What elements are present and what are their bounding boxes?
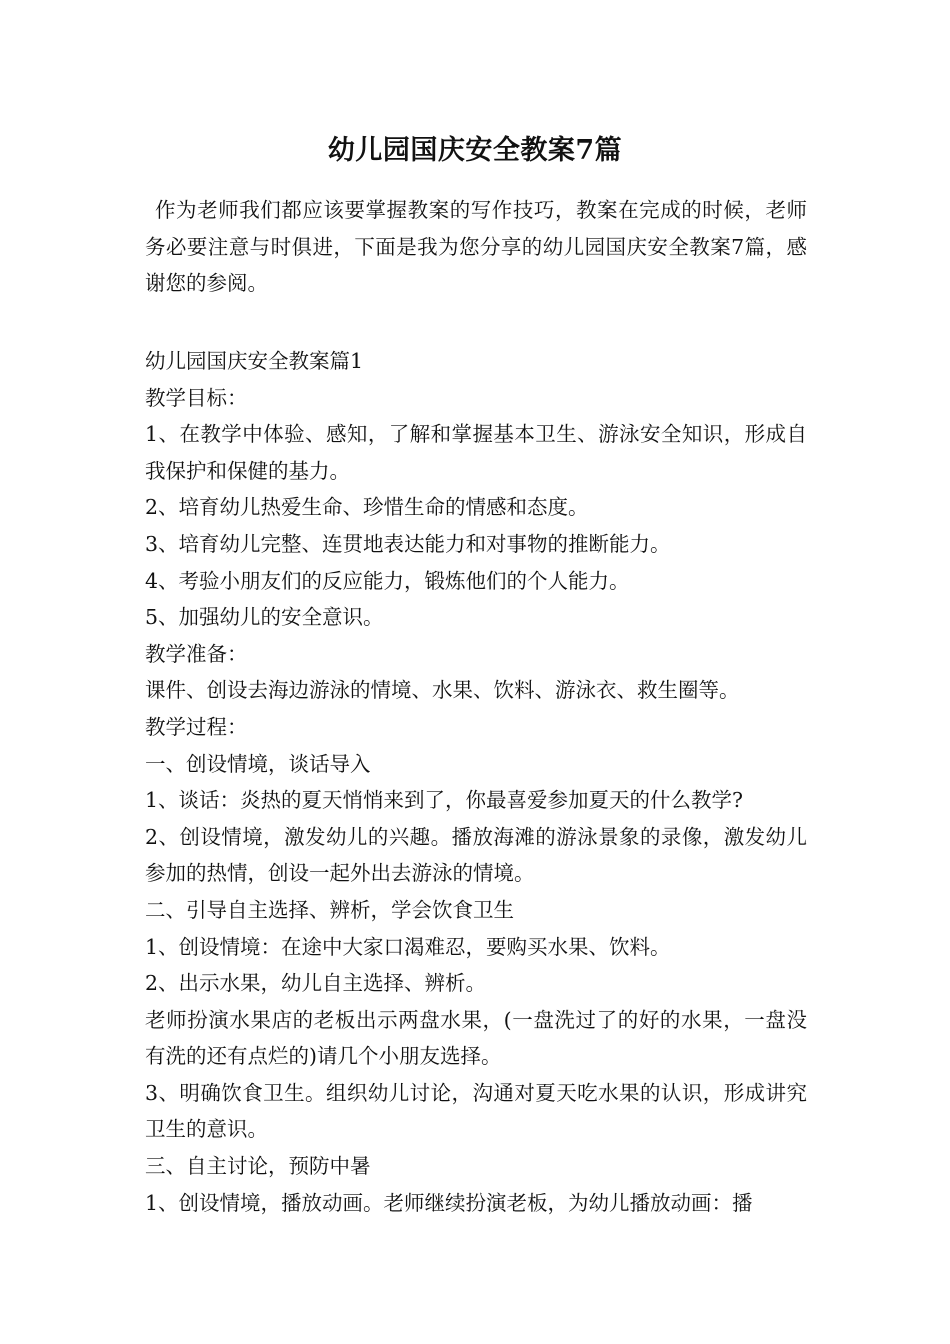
- text-line: 4、考验小朋友们的反应能力，锻炼他们的个人能力。: [145, 568, 630, 593]
- text-line: 课件、创设去海边游泳的情境、水果、饮料、游泳衣、救生圈等。: [145, 678, 740, 703]
- text-line: 一、创设情境，谈话导入: [145, 751, 371, 776]
- text-line: 教学目标：: [145, 385, 248, 410]
- text-line: 1、谈话：炎热的夏天悄悄来到了，你最喜爱参加夏天的什么教学?: [145, 788, 744, 813]
- text-line: 3、明确饮食卫生。组织幼儿讨论，沟通对夏天吃水果的认识，形成讲究卫生的意识。: [145, 1080, 807, 1142]
- intro-paragraph: 作为老师我们都应该要掌握教案的写作技巧，教案在完成的时候，老师务必要注意与时俱进，下面是我为您分享的幼儿园国庆安全教案7篇，感谢您的参阅。: [145, 198, 807, 295]
- text-line: 5、加强幼儿的安全意识。: [145, 605, 384, 630]
- section-heading: 幼儿园国庆安全教案篇1: [145, 349, 364, 373]
- text-line: 教学过程：: [145, 714, 248, 739]
- document-title: 幼儿园国庆安全教案7篇: [327, 135, 623, 166]
- text-line: 3、培育幼儿完整、连贯地表达能力和对事物的推断能力。: [145, 531, 671, 556]
- text-line: 三、自主讨论，预防中暑: [145, 1154, 371, 1179]
- text-line: 教学准备：: [145, 641, 248, 666]
- text-line: 2、出示水果，幼儿自主选择、辨析。: [145, 971, 487, 996]
- text-line: 1、创设情境，播放动画。老师继续扮演老板，为幼儿播放动画：播: [145, 1190, 753, 1215]
- text-line: 老师扮演水果店的老板出示两盘水果，(一盘洗过了的好的水果，一盘没有洗的还有点烂的)请几个小朋友选择。: [145, 1007, 807, 1069]
- text-line: 2、培育幼儿热爱生命、珍惜生命的情感和态度。: [145, 495, 589, 520]
- text-line: 1、在教学中体验、感知，了解和掌握基本卫生、游泳安全知识，形成自我保护和保健的基力。: [145, 422, 807, 483]
- text-line: 2、创设情境，激发幼儿的兴趣。播放海滩的游泳景象的录像，激发幼儿参加的热情，创设一起外出去游泳的情境。: [145, 824, 807, 886]
- text-line: 1、创设情境：在途中大家口渴难忍，要购买水果、饮料。: [145, 934, 671, 959]
- text-line: 二、引导自主选择、辨析，学会饮食卫生: [145, 897, 514, 922]
- document-body: [145, 343, 807, 1221]
